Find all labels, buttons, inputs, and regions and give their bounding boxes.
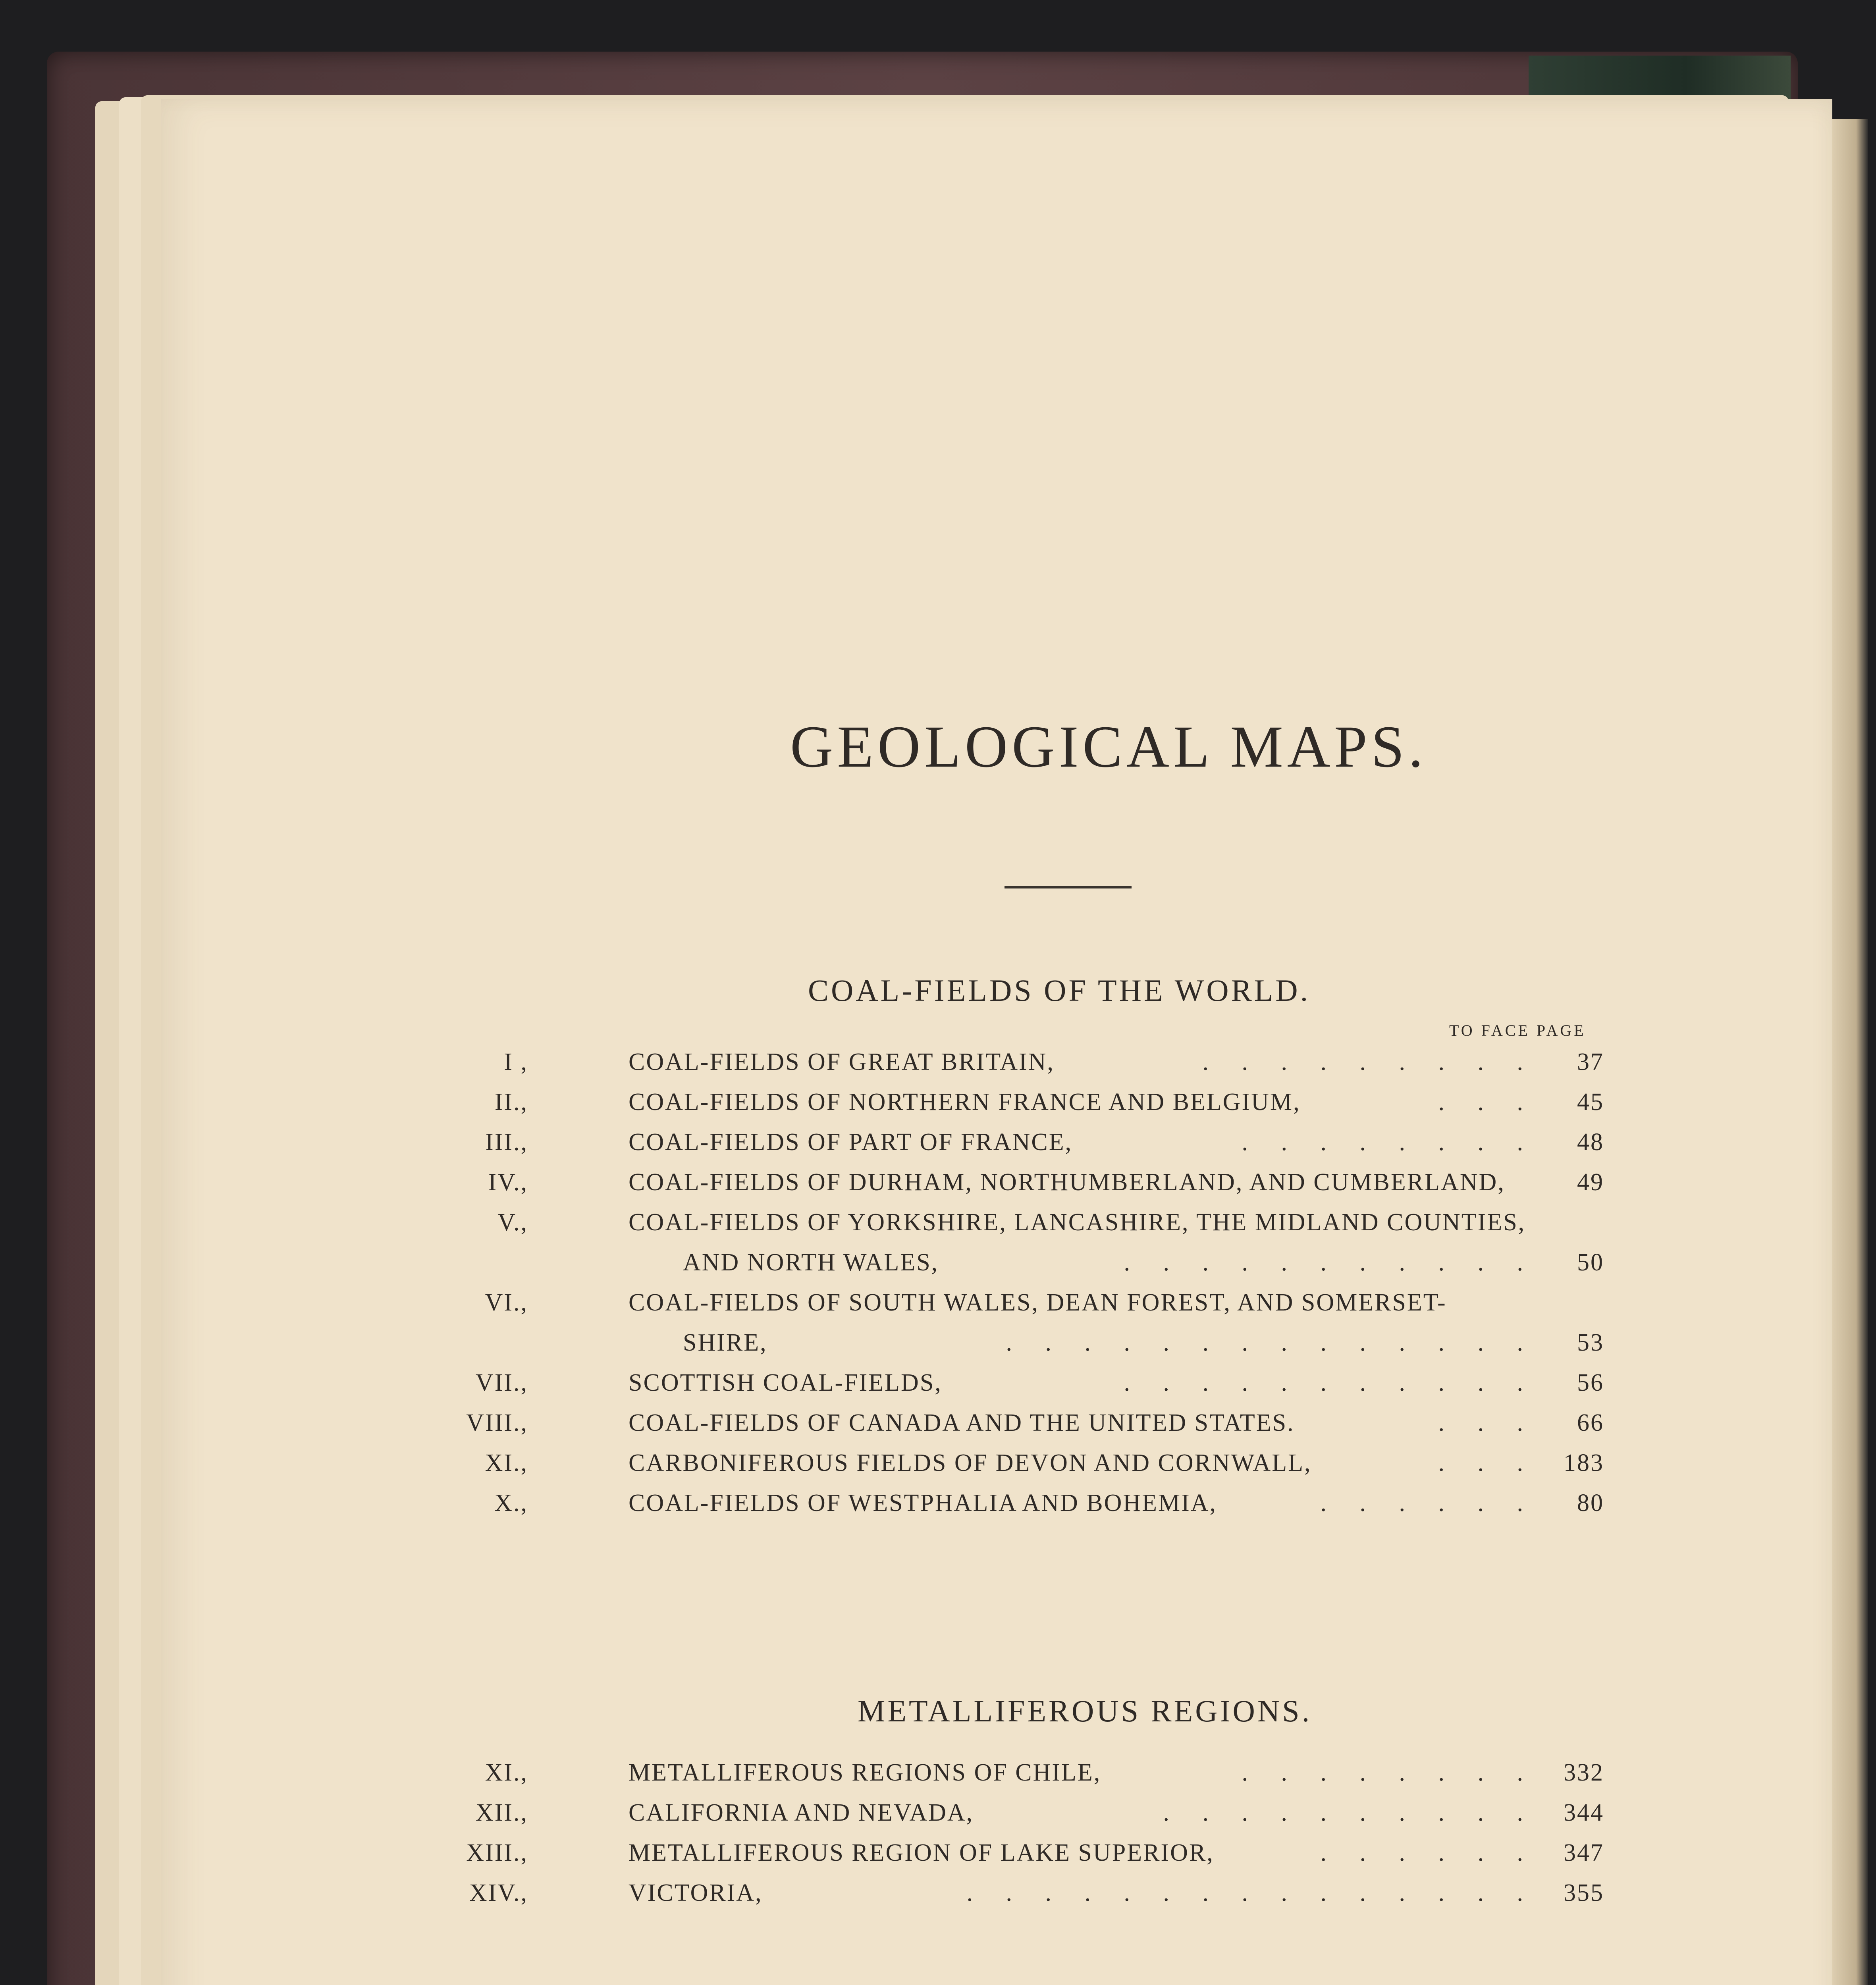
- leader-dots-wrap: [1203, 1048, 1537, 1076]
- list-item: [484, 1128, 1604, 1168]
- map-number: XI.,: [485, 1449, 528, 1476]
- page-number: 80: [1577, 1490, 1604, 1517]
- page-number: 66: [1577, 1409, 1604, 1436]
- leader-dots: . . . . . . . . . . .: [1124, 1249, 1537, 1276]
- map-number: VIII.,: [466, 1409, 528, 1436]
- leader-dots: . . . . . . . . . .: [1163, 1799, 1537, 1826]
- page-number: 347: [1564, 1839, 1604, 1866]
- page-number: 48: [1577, 1129, 1604, 1156]
- map-title: METALLIFEROUS REGIONS OF CHILE,: [629, 1759, 1101, 1786]
- column-header: TO FACE PAGE: [1449, 1021, 1586, 1039]
- leader-dots-wrap: [1242, 1128, 1537, 1156]
- list-item: [466, 1409, 1604, 1449]
- map-title: COAL-FIELDS OF DURHAM, NORTHUMBERLAND, AND CUMBERLAND,: [629, 1169, 1505, 1196]
- map-number: X.,: [494, 1490, 528, 1517]
- list-item: [475, 1799, 1604, 1839]
- leader-dots: . . . . . . . . . . . . . .: [1006, 1329, 1537, 1356]
- list-item: [484, 1289, 1604, 1328]
- page-number: 45: [1577, 1089, 1604, 1116]
- map-title: COAL-FIELDS OF WESTPHALIA AND BOHEMIA,: [629, 1490, 1217, 1517]
- page-number: 332: [1564, 1759, 1604, 1786]
- map-title: CALIFORNIA AND NEVADA,: [629, 1799, 974, 1826]
- page-number: 344: [1564, 1799, 1604, 1826]
- title-divider: [1005, 886, 1132, 888]
- map-number: VI.,: [485, 1289, 528, 1316]
- leader-dots: . . . . . .: [1320, 1839, 1537, 1866]
- list-item: [484, 1329, 1604, 1368]
- list-item: [484, 1208, 1604, 1248]
- page-stack-right-edge: [1828, 119, 1868, 1985]
- leader-dots: . . .: [1438, 1089, 1537, 1116]
- leader-dots: . . .: [1438, 1409, 1537, 1436]
- list-item: [484, 1249, 1604, 1288]
- map-title: SHIRE,: [683, 1329, 767, 1356]
- leader-dots-wrap: [1124, 1369, 1537, 1397]
- page-title: GEOLOGICAL MAPS.: [790, 714, 1427, 780]
- map-number: V.,: [497, 1209, 528, 1236]
- leader-dots-wrap: [1321, 1489, 1537, 1517]
- list-item: [475, 1369, 1604, 1409]
- map-number: VII.,: [475, 1369, 528, 1396]
- leader-dots: . . .: [1438, 1449, 1537, 1476]
- map-number: XII.,: [475, 1799, 528, 1826]
- list-item: [484, 1048, 1604, 1088]
- map-number: I ,: [504, 1048, 528, 1075]
- leader-dots: . . . . . . . .: [1242, 1129, 1537, 1156]
- page-number: 49: [1577, 1169, 1604, 1196]
- leader-dots-wrap: [1438, 1088, 1537, 1116]
- map-title: COAL-FIELDS OF YORKSHIRE, LANCASHIRE, THE MIDLAND COUNTIES,: [629, 1209, 1526, 1236]
- list-item: [469, 1879, 1604, 1919]
- list-item: [484, 1489, 1604, 1529]
- map-title: CARBONIFEROUS FIELDS OF DEVON AND CORNWALL,: [629, 1449, 1312, 1476]
- leader-dots-wrap: [1124, 1249, 1537, 1277]
- leader-dots: . . . . . . . . .: [1202, 1048, 1537, 1075]
- map-number: XI.,: [485, 1759, 528, 1786]
- leader-dots: . . . . . . . . . . . . . . .: [966, 1879, 1537, 1906]
- leader-dots: . . . . . . . . . . .: [1124, 1369, 1537, 1396]
- map-number: III.,: [485, 1129, 528, 1156]
- page-number: 56: [1577, 1369, 1604, 1396]
- map-title: AND NORTH WALES,: [683, 1249, 939, 1276]
- leader-dots-wrap: [1006, 1329, 1537, 1357]
- map-title: COAL-FIELDS OF CANADA AND THE UNITED STATES.: [629, 1409, 1295, 1436]
- page-number: 50: [1577, 1249, 1604, 1276]
- map-title: VICTORIA,: [629, 1879, 763, 1906]
- map-number: XIII.,: [466, 1839, 528, 1866]
- leader-dots-wrap: [1438, 1449, 1537, 1477]
- list-item: [484, 1168, 1604, 1208]
- page-number: 183: [1564, 1449, 1604, 1476]
- leader-dots-wrap: [1242, 1759, 1537, 1787]
- leader-dots: . . . . . . . .: [1242, 1759, 1537, 1786]
- map-title: COAL-FIELDS OF NORTHERN FRANCE AND BELGIUM,: [629, 1089, 1301, 1116]
- leader-dots: . . . . . .: [1320, 1490, 1537, 1517]
- coal-section-heading: COAL-FIELDS OF THE WORLD.: [808, 973, 1311, 1008]
- leader-dots-wrap: [1321, 1839, 1537, 1867]
- map-title: COAL-FIELDS OF PART OF FRANCE,: [629, 1129, 1073, 1156]
- metal-section-heading: METALLIFEROUS REGIONS.: [858, 1694, 1312, 1728]
- leader-dots-wrap: [967, 1879, 1537, 1907]
- map-number: XIV.,: [469, 1879, 528, 1906]
- list-item: [466, 1839, 1604, 1879]
- map-number: IV.,: [488, 1169, 528, 1196]
- list-item: [484, 1759, 1604, 1798]
- list-item: [484, 1088, 1604, 1128]
- page-number: 355: [1564, 1879, 1604, 1906]
- list-item: [484, 1449, 1604, 1489]
- map-title: METALLIFEROUS REGION OF LAKE SUPERIOR,: [629, 1839, 1214, 1866]
- leader-dots-wrap: [1163, 1799, 1537, 1827]
- map-title: COAL-FIELDS OF SOUTH WALES, DEAN FOREST, AND SOMERSET-: [629, 1289, 1447, 1316]
- page-number: 37: [1577, 1048, 1604, 1075]
- map-title: SCOTTISH COAL-FIELDS,: [629, 1369, 942, 1396]
- map-title: COAL-FIELDS OF GREAT BRITAIN,: [629, 1048, 1055, 1075]
- map-number: II.,: [494, 1089, 528, 1116]
- leader-dots-wrap: [1438, 1409, 1537, 1437]
- page-number: 53: [1577, 1329, 1604, 1356]
